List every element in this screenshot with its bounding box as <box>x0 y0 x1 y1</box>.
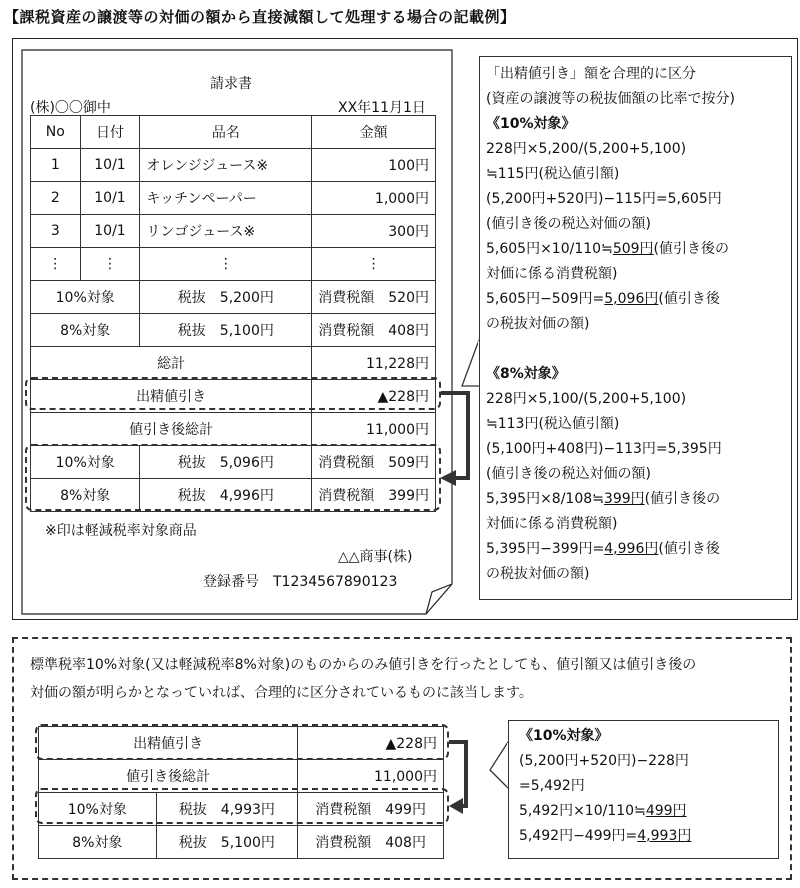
invoice-date: XX年11月1日 <box>338 100 426 116</box>
calc-line: 228円×5,200/(5,200+5,100) <box>486 141 687 157</box>
calc-line: (資産の譲渡等の税抜価額の比率で按分) <box>486 91 735 107</box>
item-no: 1 <box>31 149 81 182</box>
calc-heading-10: 《10%対象》 <box>486 116 576 132</box>
tax-rate-label: 8%対象 <box>39 826 157 859</box>
calc-line: の税抜対価の額) <box>486 316 590 332</box>
calc-line: (値引き後の税込対価の額) <box>486 466 651 482</box>
total-label: 総計 <box>31 347 312 380</box>
calc-line: (5,200円+520円)−115円=5,605円 <box>486 191 722 207</box>
invoice-heading: 請求書 <box>210 76 252 92</box>
after-total-value: 11,000円 <box>312 413 436 446</box>
calc-text: (値引き後 <box>658 541 720 557</box>
item-name: リンゴジュース※ <box>140 215 312 248</box>
calc-line: の税抜対価の額) <box>486 566 590 582</box>
tax-rate-label: 8%対象 <box>31 314 140 347</box>
calc-result: 509円 <box>612 241 654 257</box>
shop-name: △△商事(株) <box>338 549 413 565</box>
calc-result: 4,993円 <box>637 828 692 844</box>
tax-excluded: 税抜 5,096円 <box>140 446 312 479</box>
item-amount: 300円 <box>312 215 436 248</box>
calc-text: (値引き後 <box>658 291 720 307</box>
discount-label: 出精値引き <box>39 727 298 760</box>
calc-line: (値引き後の税込対価の額) <box>486 216 651 232</box>
header-date: 日付 <box>80 116 140 149</box>
calc-line: 対価に係る消費税額) <box>486 266 618 282</box>
calc-text: 5,395円−399円= <box>486 541 605 557</box>
calc-text: 5,605円−509円= <box>486 291 605 307</box>
header-no: No <box>31 116 81 149</box>
calc-line: ≒113円(税込値引額) <box>486 416 620 432</box>
discount-value: ▲228円 <box>312 380 436 413</box>
header-item: 品名 <box>140 116 312 149</box>
calc-result: 399円 <box>603 491 645 507</box>
calc-line: (5,100円+408円)−113円=5,395円 <box>486 441 722 457</box>
invoice-addressee: (株)〇〇御中 <box>30 100 111 116</box>
header-amount: 金額 <box>312 116 436 149</box>
item-no: 3 <box>31 215 81 248</box>
tax-excluded: 税抜 5,200円 <box>140 281 312 314</box>
calc-text: 5,605円×10/110≒ <box>486 241 613 257</box>
calc-line: 228円×5,100/(5,200+5,100) <box>486 391 687 407</box>
tax-rate-label: 10%対象 <box>39 793 157 826</box>
calc-text: (値引き後の <box>653 241 730 257</box>
calc-line: 対価に係る消費税額) <box>486 516 618 532</box>
discount-value: ▲228円 <box>298 727 444 760</box>
calc-line <box>519 824 778 849</box>
tax-amount: 消費税額 520円 <box>312 281 436 314</box>
tax-amount: 消費税額 399円 <box>312 479 436 512</box>
page-title: 【課税資産の譲渡等の対価の額から直接減額して処理する場合の記載例】 <box>4 8 516 26</box>
calc-line: ≒115円(税込値引額) <box>486 166 620 182</box>
item-amount: ⋮ <box>312 248 436 281</box>
item-date: 10/1 <box>80 149 140 182</box>
calc-text: (値引き後の <box>644 491 721 507</box>
tax-rate-label: 8%対象 <box>31 479 140 512</box>
after-total-label: 値引き後総計 <box>39 760 298 793</box>
calc-text: 5,395円×8/108≒ <box>486 491 604 507</box>
tax-rate-label: 10%対象 <box>31 281 140 314</box>
item-name: キッチンペーパー <box>140 182 312 215</box>
calc-heading-10: 《10%対象》 <box>519 728 609 744</box>
tax-amount: 消費税額 499円 <box>298 793 444 826</box>
tax-amount: 消費税額 408円 <box>312 314 436 347</box>
after-total-label: 値引き後総計 <box>31 413 312 446</box>
calc-result: 499円 <box>645 803 687 819</box>
item-no: ⋮ <box>31 248 81 281</box>
item-date: 10/1 <box>80 182 140 215</box>
calc-result: 5,096円 <box>604 291 659 307</box>
item-amount: 100円 <box>312 149 436 182</box>
tax-excluded: 税抜 4,993円 <box>156 793 298 826</box>
reduced-rate-note: ※印は軽減税率対象商品 <box>45 523 197 539</box>
tax-amount: 消費税額 408円 <box>298 826 444 859</box>
tax-amount: 消費税額 509円 <box>312 446 436 479</box>
calc-text: 5,492円×10/110≒ <box>519 803 646 819</box>
tax-excluded: 税抜 5,100円 <box>156 826 298 859</box>
item-name: オレンジジュース※ <box>140 149 312 182</box>
alternative-calculation-box <box>508 720 779 859</box>
calc-line: (5,200円+520円)−228円 <box>519 753 689 769</box>
total-value: 11,228円 <box>312 347 436 380</box>
calc-text: 5,492円−499円= <box>519 828 638 844</box>
item-date: ⋮ <box>80 248 140 281</box>
calc-line <box>519 799 778 824</box>
tax-excluded: 税抜 4,996円 <box>140 479 312 512</box>
explanation-line: 標準税率10%対象(又は軽減税率8%対象)のものからのみ値引きを行ったとしても、値引額又は値引き後の <box>30 657 697 673</box>
calc-line: 「出精値引き」額を合理的に区分 <box>486 66 696 82</box>
item-name: ⋮ <box>140 248 312 281</box>
item-amount: 1,000円 <box>312 182 436 215</box>
calc-result: 4,996円 <box>604 541 659 557</box>
after-total-value: 11,000円 <box>298 760 444 793</box>
discount-label: 出精値引き <box>31 380 312 413</box>
calc-line: =5,492円 <box>519 778 585 794</box>
tax-rate-label: 10%対象 <box>31 446 140 479</box>
item-date: 10/1 <box>80 215 140 248</box>
tax-excluded: 税抜 5,100円 <box>140 314 312 347</box>
item-no: 2 <box>31 182 81 215</box>
registration-number: 登録番号 T1234567890123 <box>203 574 398 590</box>
calc-heading-8: 《8%対象》 <box>486 366 566 382</box>
explanation-line: 対価の額が明らかとなっていれば、合理的に区分されているものに該当します。 <box>30 685 533 701</box>
